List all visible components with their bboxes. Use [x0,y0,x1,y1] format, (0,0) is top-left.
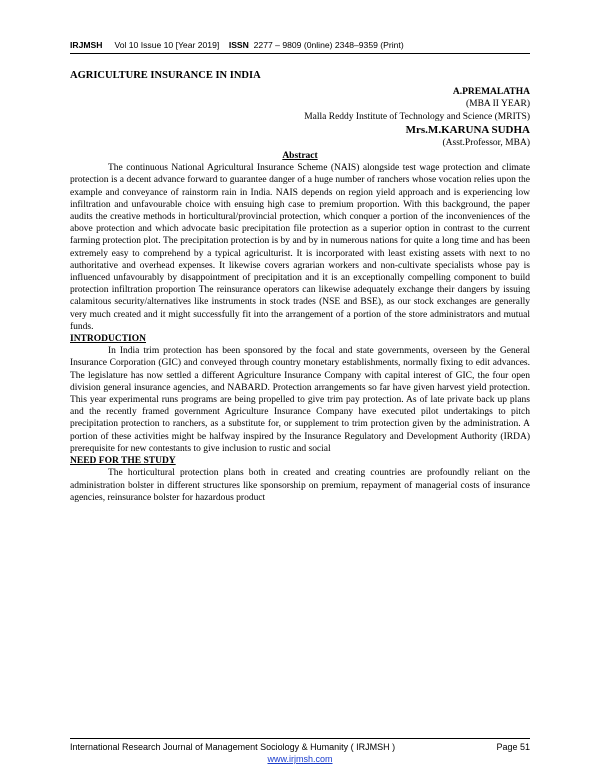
article-body [70,70,530,504]
page-number: Page 51 [496,742,530,752]
issn-label: ISSN [228,40,249,50]
need-text: The horticultural protection plans both in created and creating countries are profoundly reliant on the administration bolster in different structures like sponsorship on premium, repayment of managerial costs of insurance agencies, reinsurance bolster for hazardous product [70,468,530,503]
author1-role: (MBA II YEAR) [465,99,530,110]
running-header [70,40,404,50]
abstract-heading: Abstract [282,151,318,162]
author2-role: (Asst.Professor, MBA) [442,137,530,148]
issn-value: 2277 – 9809 (0nline) 2348–9359 (Print) [253,40,404,50]
footer-rule [70,738,530,739]
abstract-text: The continuous National Agricultural Insurance Scheme (NAIS) alongside test wage protection and climate protection is a decent advance forward to guarantee danger of a huge number of ranchers whose vocation relies upon the example and conveyance of rainstorm rain in India. NAIS depends on region yield approach and is experiencing low infiltration and unfavourable choice with ensuing high case to premium proportion. With this background, the paper audits the creative methods in horticultural/provincial protection, which conquer a portion of the inconveniences of the above protection and which advocate basic precipitation file protection as a superior option in contrast to the current farming protection plot. The precipitation protection is by and by in numerous nations for quite a long time and has been extremely easy to comprehend by a typical agriculturist. It is incorporated with least existing assets with next to no authoritative and overhead expenses. It likewise covers agrarian workers and non-cultivate specialists whose pay is influenced unfavourably by disappointment of precipitation and it is an exceptionally compelling component to build protection infiltration proportion The reinsurance operators can likewise adequately exchange their dangers by issuing calamitous security/alternatives like instruments in stock trades (NSE and BSE), as our stock exchanges are generally very much created and it might successfully fit into the arrangement of a portion of the store administrators and mutual funds. [70,163,530,332]
header-rule [70,53,530,54]
author1-name: A.PREMALATHA [452,87,530,98]
journal-abbrev: IRJMSH [70,40,103,50]
need-heading: NEED FOR THE STUDY [70,456,176,467]
article-title: AGRICULTURE INSURANCE IN INDIA [70,70,261,81]
introduction-heading: INTRODUCTION [70,334,147,345]
affiliation: Malla Reddy Institute of Technology and Science (MRITS) [304,111,530,122]
volume-info: Vol 10 Issue 10 [Year 2019] [114,40,220,50]
author2-name: Mrs.M.KARUNA SUDHA [405,123,530,136]
journal-url-link[interactable]: www.irjmsh.com [267,754,333,764]
introduction-text: In India trim protection has been sponsored by the focal and state governments, overseen by the General Insurance Corporation (GIC) and conveyed through country monetary establishments, normally fixing to edit advances. The legislature has now settled a different Agriculture Insurance Company with capital interest of GIC, the four open division general insurance agencies, and NABARD. Protection arrangements so far have given harvest yield protection. This year experimental runs programs are being propelled to give trim pay protection. As of late private back up plans and the recently framed government Agriculture Insurance Company have executed pilot undertakings to pitch precipitation protection to ranchers, as a substitute for, or supplement to trim protection given by the administration. A portion of these activities might be halfway inspired by the Insurance Regulatory and Development Authority (IRDA) prerequisite for new contestants to give inclusion to rustic and social [70,346,530,454]
footer-journal: International Research Journal of Management Sociology & Humanity ( IRJMSH ) [70,742,396,752]
